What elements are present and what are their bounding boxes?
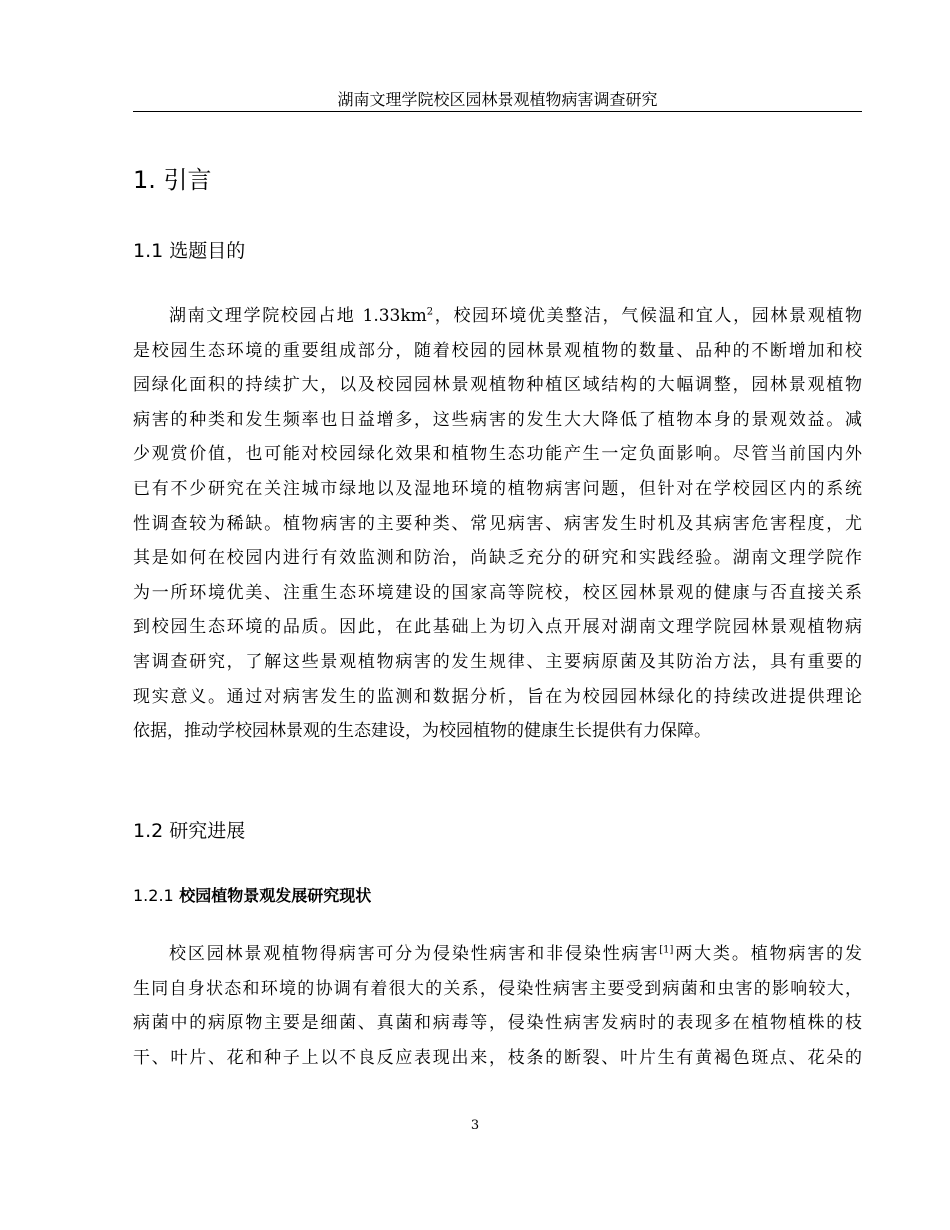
section-heading-1-1 (133, 238, 245, 264)
section-title: 校园植物景观发展研究现状 (179, 886, 372, 905)
paragraph-line: 到校园生态环境的品质。因此，在此基础上为切入点开展对湖南文理学院园林景观植物病 (133, 617, 862, 638)
section-title: 选题目的 (169, 240, 246, 262)
paragraph-line: 园绿化面积的持续扩大，以及校园园林景观植物种植区域结构的大幅调整，园林景观植物 (133, 375, 862, 396)
section-heading-1-2-1 (133, 885, 371, 907)
page-number: 3 (470, 1118, 480, 1133)
paragraph-line: 干、叶片、花和种子上以不良反应表现出来，枝条的断裂、叶片生有黄褐色斑点、花朵的 (133, 1047, 862, 1068)
paragraph-line: 为一所环境优美、注重生态环境建设的国家高等院校，校区园林景观的健康与否直接关系 (133, 582, 862, 603)
section-heading-1-2 (133, 818, 245, 844)
paragraph-line: 依据，推动学校园林景观的生态建设，为校园植物的健康生长提供有力保障。 (133, 721, 711, 742)
citation-superscript: [1] (659, 944, 674, 956)
running-header-title: 湖南文理学院校区园林景观植物病害调查研究 (337, 90, 658, 109)
paragraph-line: 生同自身状态和环境的协调有着很大的关系，侵染性病害主要受到病菌和虫害的影响较大， (133, 978, 862, 999)
paragraph-line: 湖南文理学院校园占地 $1.33km^2$，校园环境优美整洁，气候温和宜人，园林景观植物 (169, 306, 862, 326)
section-number: 1.1 (133, 240, 164, 262)
paragraph-research-status (133, 937, 862, 1075)
paragraph-line: 已有不少研究在关注城市绿地以及湿地环境的植物病害问题，但针对在学校园区内的系统 (133, 478, 862, 499)
paragraph-line: 病菌中的病原物主要是细菌、真菌和病毒等，侵染性病害发病时的表现多在植物植株的枝 (133, 1013, 862, 1034)
section-heading-1: 1. 引言 (133, 166, 212, 194)
paragraph-line: 是校园生态环境的重要组成部分，随着校园的园林景观植物的数量、品种的不断增加和校 (133, 340, 862, 361)
section-number: 1.2 (133, 820, 164, 842)
paragraph-line: 少观赏价值，也可能对校园绿化效果和植物生态功能产生一定负面影响。尽管当前国内外 (133, 444, 862, 465)
section-number: 1.2.1 (133, 886, 174, 905)
superscript: 2 (426, 306, 434, 318)
paragraph-line: 校区园林景观植物得病害可分为侵染性病害和非侵染性病害[1]两大类。植物病害的发 (169, 944, 863, 964)
paragraph-selection-purpose (133, 299, 862, 749)
paragraph-line: 现实意义。通过对病害发生的监测和数据分析，旨在为校园园林绿化的持续改进提供理论 (133, 686, 862, 707)
paragraph-line: 病害的种类和发生频率也日益增多，这些病害的发生大大降低了植物本身的景观效益。减 (133, 409, 862, 430)
paragraph-line: 性调查较为稀缺。植物病害的主要种类、常见病害、病害发生时机及其病害危害程度，尤 (133, 513, 862, 534)
paragraph-line: 害调查研究，了解这些景观植物病害的发生规律、主要病原菌及其防治方法，具有重要的 (133, 651, 862, 672)
paragraph-line: 其是如何在校园内进行有效监测和防治，尚缺乏充分的研究和实践经验。湖南文理学院作 (133, 548, 862, 569)
section-title: 研究进展 (169, 820, 246, 842)
header-rule (133, 111, 862, 112)
